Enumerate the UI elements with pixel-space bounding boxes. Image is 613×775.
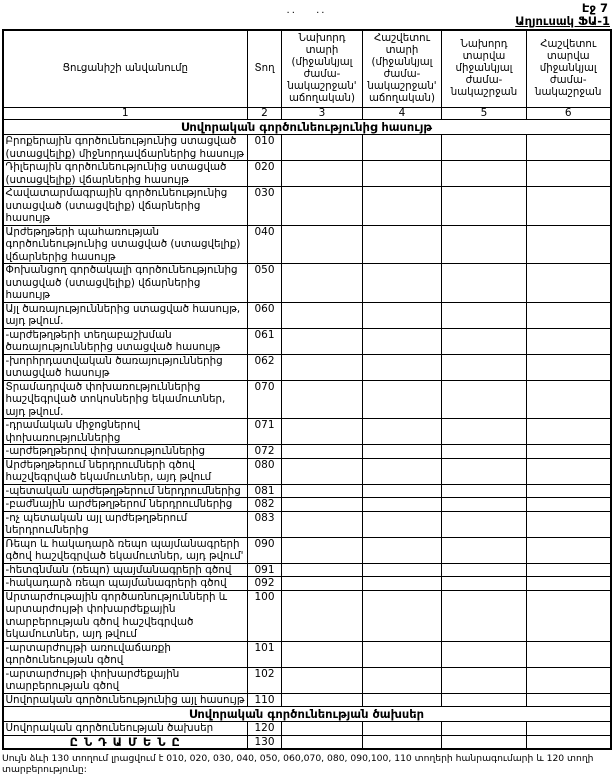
table-row (3, 722, 611, 736)
column-header: Նախորդ տարվա միջանկյալ ժամա-նակաշրջան (442, 30, 527, 108)
value-cell (442, 667, 527, 693)
value-cell (282, 563, 363, 577)
value-cell (442, 577, 527, 591)
row-label: Ռեպո և հակադարձ ռեպո պայմանագրերի գծով հաշվեգրված եկամուտներ, այդ թվում' (3, 537, 248, 563)
row-code: 030 (248, 187, 282, 226)
row-code: 130 (248, 735, 282, 749)
value-cell (363, 722, 442, 736)
row-label: Բրոքերային գործունեությունից ստացված (ստացվելիք) միջնորդավճարներից հասույթ (3, 135, 248, 161)
row-code: 071 (248, 419, 282, 445)
table-row (3, 577, 611, 591)
value-cell (527, 693, 611, 707)
value-cell (363, 187, 442, 226)
value-cell (363, 590, 442, 641)
table-row (3, 187, 611, 226)
table-row (3, 302, 611, 328)
column-number: 3 (282, 108, 363, 120)
value-cell (363, 693, 442, 707)
row-code: 060 (248, 302, 282, 328)
row-code: 061 (248, 328, 282, 354)
section-header-row (3, 120, 611, 135)
value-cell (442, 328, 527, 354)
table-row (3, 484, 611, 498)
value-cell (282, 445, 363, 459)
table-row (3, 735, 611, 749)
value-cell (442, 735, 527, 749)
value-cell (282, 161, 363, 187)
row-code: 081 (248, 484, 282, 498)
row-code: 110 (248, 693, 282, 707)
value-cell (442, 187, 527, 226)
value-cell (282, 419, 363, 445)
value-cell (282, 380, 363, 419)
table-row (3, 264, 611, 303)
value-cell (282, 484, 363, 498)
table-body (3, 120, 611, 750)
page-header (0, 0, 613, 29)
value-cell (282, 667, 363, 693)
table-row (3, 354, 611, 380)
value-cell (527, 225, 611, 264)
column-header-row (3, 30, 611, 108)
row-code: 040 (248, 225, 282, 264)
value-cell (442, 641, 527, 667)
value-cell (282, 264, 363, 303)
value-cell (282, 498, 363, 512)
row-code: 010 (248, 135, 282, 161)
value-cell (527, 161, 611, 187)
value-cell (527, 354, 611, 380)
row-label: Արտարժութային գործառնությունների և արտարժույթի փոխարժեքային տարբերության գծով հաշվեգրված եկամուտներ, այդ թվում (3, 590, 248, 641)
row-code: 120 (248, 722, 282, 736)
value-cell (442, 590, 527, 641)
row-code: 101 (248, 641, 282, 667)
value-cell (442, 264, 527, 303)
table-row (3, 161, 611, 187)
value-cell (363, 667, 442, 693)
value-cell (282, 225, 363, 264)
value-cell (442, 484, 527, 498)
value-cell (282, 328, 363, 354)
column-header: Նախորդ տարի (միջանկյալ ժամա-նակաշրջան' աճողական) (282, 30, 363, 108)
row-label: -դրամական միջոցներով փոխառություններից (3, 419, 248, 445)
row-label: -արժեթղթերով փոխառություններից (3, 445, 248, 459)
row-code: 100 (248, 590, 282, 641)
row-code: 092 (248, 577, 282, 591)
row-label: -բաժնային արժեթղթերոմ ներդրումներից (3, 498, 248, 512)
value-cell (527, 328, 611, 354)
value-cell (282, 458, 363, 484)
row-label: -ոչ պետական այլ արժեթղթերում ներդրումներից (3, 511, 248, 537)
row-label: Արժեթղթերում ներդրումների գծով հաշվեգրված եկամուտներ, այդ թվում (3, 458, 248, 484)
value-cell (442, 380, 527, 419)
value-cell (363, 641, 442, 667)
section-header-row (3, 707, 611, 722)
row-label: Այլ ծառայություններից ստացված հասույթ, այդ թվում. (3, 302, 248, 328)
value-cell (527, 722, 611, 736)
row-label: Դիլերային գործունեությունից ստացված (ստացվելիք) վճարներից հասույթ (3, 161, 248, 187)
value-cell (363, 328, 442, 354)
column-header: Հաշվետու տարի (միջանկյալ ժամա-նակաշրջան' աճողական) (363, 30, 442, 108)
row-label: Արժեթղթերի պահառության գործունեությունից ստացված (ստացվելիք) վճարներից հասույթ (3, 225, 248, 264)
value-cell (282, 590, 363, 641)
table-row (3, 445, 611, 459)
value-cell (442, 537, 527, 563)
value-cell (282, 693, 363, 707)
value-cell (527, 187, 611, 226)
value-cell (442, 498, 527, 512)
table-row (3, 590, 611, 641)
value-cell (282, 537, 363, 563)
value-cell (282, 135, 363, 161)
value-cell (442, 161, 527, 187)
row-label: Փոխանցող գործակալի գործունեությունից ստացված (ստացվելիք) վճարներից հասույթ (3, 264, 248, 303)
value-cell (282, 641, 363, 667)
value-cell (527, 537, 611, 563)
value-cell (442, 302, 527, 328)
row-label: -պետական արժեթղթերում ներդրումներից (3, 484, 248, 498)
value-cell (363, 537, 442, 563)
row-code: 062 (248, 354, 282, 380)
value-cell (527, 484, 611, 498)
value-cell (363, 264, 442, 303)
value-cell (363, 419, 442, 445)
table-row (3, 498, 611, 512)
value-cell (527, 577, 611, 591)
value-cell (442, 511, 527, 537)
column-header: Հաշվետու տարվա միջանկյալ ժամա-նակաշրջան (527, 30, 611, 108)
table-row (3, 419, 611, 445)
table-row (3, 380, 611, 419)
value-cell (282, 722, 363, 736)
value-cell (527, 667, 611, 693)
row-label: -արտարժույթի փոխարժեքային տարբերության գծով (3, 667, 248, 693)
value-cell (527, 458, 611, 484)
table-row (3, 511, 611, 537)
value-cell (282, 511, 363, 537)
value-cell (527, 135, 611, 161)
table-head (3, 30, 611, 120)
value-cell (442, 563, 527, 577)
table-row (3, 458, 611, 484)
row-label: Հավատարմագրային գործունեությունից ստացված (ստացվելիք) վճարներից հասույթ (3, 187, 248, 226)
row-label: -հակադարձ ռեպո պայմանագրերի գծով (3, 577, 248, 591)
value-cell (527, 563, 611, 577)
value-cell (442, 693, 527, 707)
column-number: 6 (527, 108, 611, 120)
value-cell (442, 225, 527, 264)
value-cell (282, 302, 363, 328)
column-header: Տող (248, 30, 282, 108)
value-cell (363, 511, 442, 537)
value-cell (527, 380, 611, 419)
value-cell (527, 641, 611, 667)
row-code: 102 (248, 667, 282, 693)
value-cell (363, 302, 442, 328)
column-number-row (3, 108, 611, 120)
row-code: 080 (248, 458, 282, 484)
table-row (3, 641, 611, 667)
table-row (3, 693, 611, 707)
column-number: 5 (442, 108, 527, 120)
table-row (3, 667, 611, 693)
table-row (3, 225, 611, 264)
footnote: Սույն ձևի 130 տողում լրացվում է 010, 020, 030, 040, 050, 060,070, 080, 090,100, 110 տողերի հանրագումարի և 120 տողի տարբերությունը: (2, 753, 594, 775)
value-cell (363, 498, 442, 512)
section-title: Սովորական գործունեության ծախսեր (3, 707, 611, 722)
value-cell (527, 419, 611, 445)
row-code: 083 (248, 511, 282, 537)
row-code: 072 (248, 445, 282, 459)
row-label: Սովորական գործունեության ծախսեր (3, 722, 248, 736)
row-label: -արժեթղթերի տեղաբաշխման ծառայություններից ստացված հասույթ (3, 328, 248, 354)
row-code: 090 (248, 537, 282, 563)
value-cell (527, 264, 611, 303)
report-table (2, 29, 612, 750)
value-cell (442, 419, 527, 445)
row-code: 082 (248, 498, 282, 512)
value-cell (363, 225, 442, 264)
section-title: Սովորական գործունեությունից հասույթ (3, 120, 611, 135)
value-cell (363, 484, 442, 498)
table-label: Աղյուսակ ՖԱ-1 (515, 14, 610, 28)
value-cell (363, 577, 442, 591)
value-cell (442, 722, 527, 736)
value-cell (442, 135, 527, 161)
value-cell (527, 590, 611, 641)
value-cell (282, 354, 363, 380)
table-row (3, 537, 611, 563)
value-cell (363, 161, 442, 187)
row-label: -արտարժույթի առուվաճառքի գործունեության գծով (3, 641, 248, 667)
value-cell (527, 445, 611, 459)
value-cell (282, 735, 363, 749)
value-cell (363, 135, 442, 161)
value-cell (527, 302, 611, 328)
value-cell (363, 735, 442, 749)
column-number: 2 (248, 108, 282, 120)
row-label: -հետգնման (ռեպո) պայմանագրերի գծով (3, 563, 248, 577)
value-cell (442, 445, 527, 459)
title-dots: .. .. (286, 5, 327, 16)
value-cell (363, 563, 442, 577)
value-cell (363, 380, 442, 419)
table-row (3, 563, 611, 577)
row-label: Տրամադրված փոխառություններից հաշվեգրված տոկոսներից եկամուտներ, այդ թվում. (3, 380, 248, 419)
column-header: Ցուցանիշի անվանումը (3, 30, 248, 108)
column-number: 1 (3, 108, 248, 120)
value-cell (442, 458, 527, 484)
table-row (3, 328, 611, 354)
page-number: Էջ 7 (581, 1, 608, 15)
value-cell (282, 577, 363, 591)
row-code: 070 (248, 380, 282, 419)
row-code: 050 (248, 264, 282, 303)
row-code: 091 (248, 563, 282, 577)
value-cell (282, 187, 363, 226)
value-cell (527, 498, 611, 512)
column-number: 4 (363, 108, 442, 120)
row-code: 020 (248, 161, 282, 187)
row-label: Սովորական գործունեությունից այլ հասույթ (3, 693, 248, 707)
value-cell (527, 511, 611, 537)
value-cell (442, 354, 527, 380)
row-label: -խորհրդատվական ծառայություններից ստացված հասույթ (3, 354, 248, 380)
value-cell (363, 445, 442, 459)
row-label: Ը Ն Դ Ա Մ Ե Ն Ը (3, 735, 248, 749)
value-cell (527, 735, 611, 749)
value-cell (363, 458, 442, 484)
value-cell (363, 354, 442, 380)
table-row (3, 135, 611, 161)
